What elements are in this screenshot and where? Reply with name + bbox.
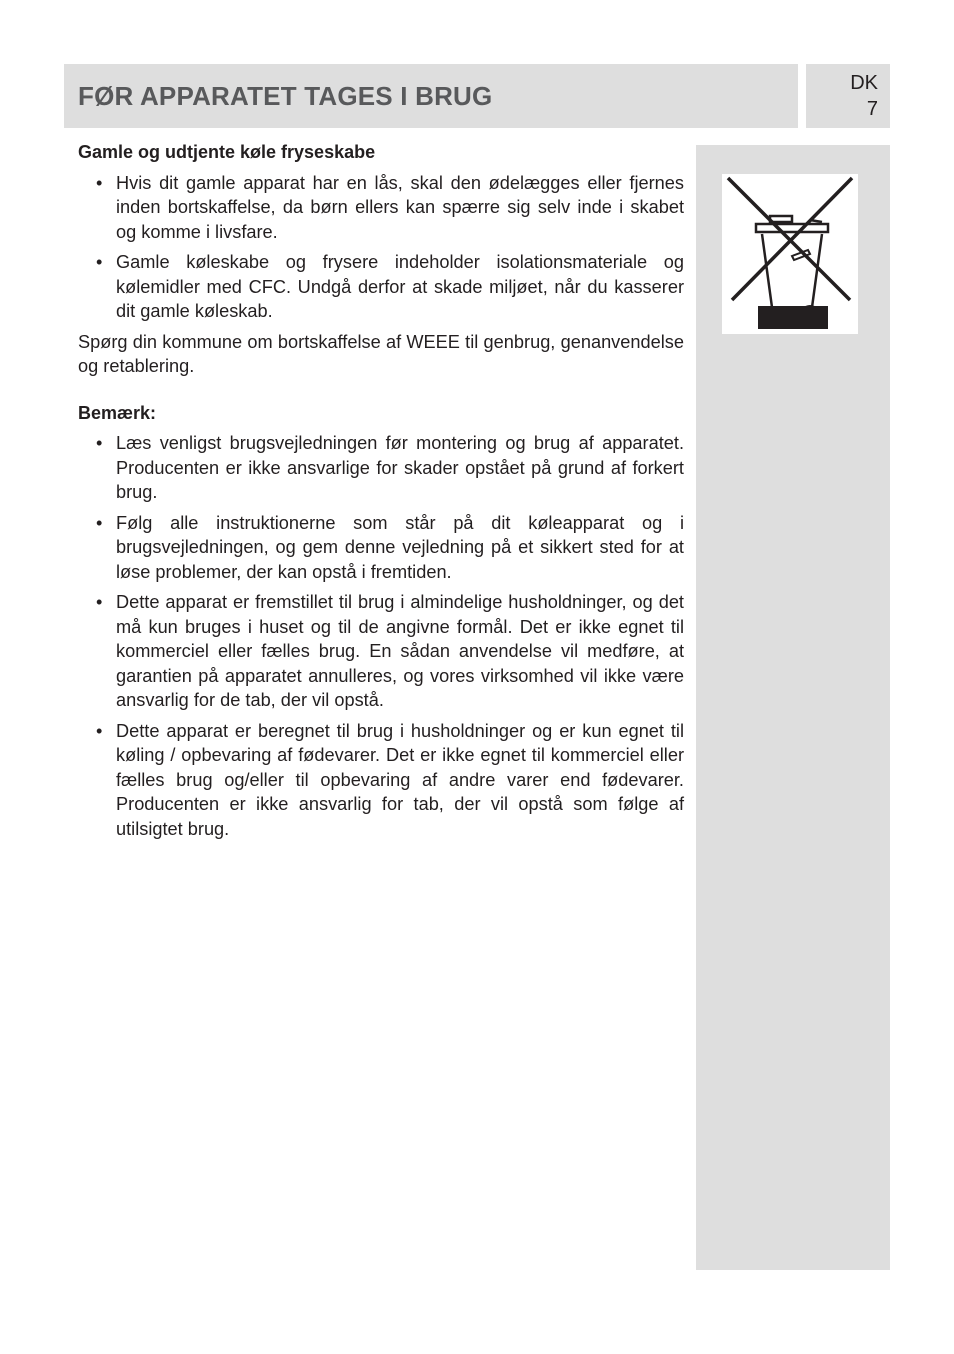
page-number: 7: [866, 98, 878, 120]
list-item: • Gamle køleskabe og frysere indeholder isolationsmateriale og kølemidler med CFC. Undgå derfor at skade miljøet, når du kasserer dit gamle køleskab.: [78, 250, 684, 324]
crossed-out-wheelie-bin-icon: [722, 174, 858, 334]
weee-paragraph: Spørg din kommune om bortskaffelse af WEEE til genbrug, genanvendelse og retablering.: [78, 331, 684, 376]
header-bar: [64, 64, 798, 128]
page-title: FØR APPARATET TAGES I BRUG: [78, 80, 493, 111]
side-panel: [696, 145, 890, 1270]
bullet-list-note: [78, 431, 684, 841]
list-item: • Følg alle instruktionerne som står på dit køleapparat og i brugsvejledningen, og gem denne vejledning på et sikkert sted for at løse problemer, der kan opstå i fremtiden.: [78, 511, 684, 585]
language-page-box: [806, 64, 890, 128]
section-title-note: Bemærk:: [78, 402, 157, 423]
language-code: DK: [850, 72, 878, 94]
main-content: [78, 140, 684, 847]
list-item: • Dette apparat er fremstillet til brug i almindelige husholdninger, og det må kun bruges i huset og til de angivne formål. Det er ikke egnet til kommerciel eller fælles brug. En sådan anvendelse vil medføre, at garantien på apparatet annulleres, og vores virksomhed vil ikke være ansvarlig for de tab, der vil opstå.: [78, 590, 684, 713]
bullet-list-old-appliances: [78, 171, 684, 324]
section-title-old-appliances: Gamle og udtjente køle fryseskabe: [78, 142, 376, 162]
list-item: • Læs venligst brugsvejledningen før montering og brug af apparatet. Producenten er ikke ansvarlige for skader opstået på grund af forkert brug.: [78, 431, 684, 505]
weee-symbol-box: [722, 174, 858, 334]
list-item: • Hvis dit gamle apparat har en lås, skal den ødelægges eller fjernes inden bortskaffelse, da børn ellers kan spærre sig selv inde i skabet og komme i livsfare.: [78, 171, 684, 245]
list-item: • Dette apparat er beregnet til brug i husholdninger og er kun egnet til køling / opbevaring af fødevarer. Det er ikke egnet til kommerciel eller fælles brug og/eller til opbevaring af andre varer end fødevarer. Producenten er ikke ansvarlig for tab, der vil opstå som følge af utilsigtet brug.: [78, 719, 684, 842]
